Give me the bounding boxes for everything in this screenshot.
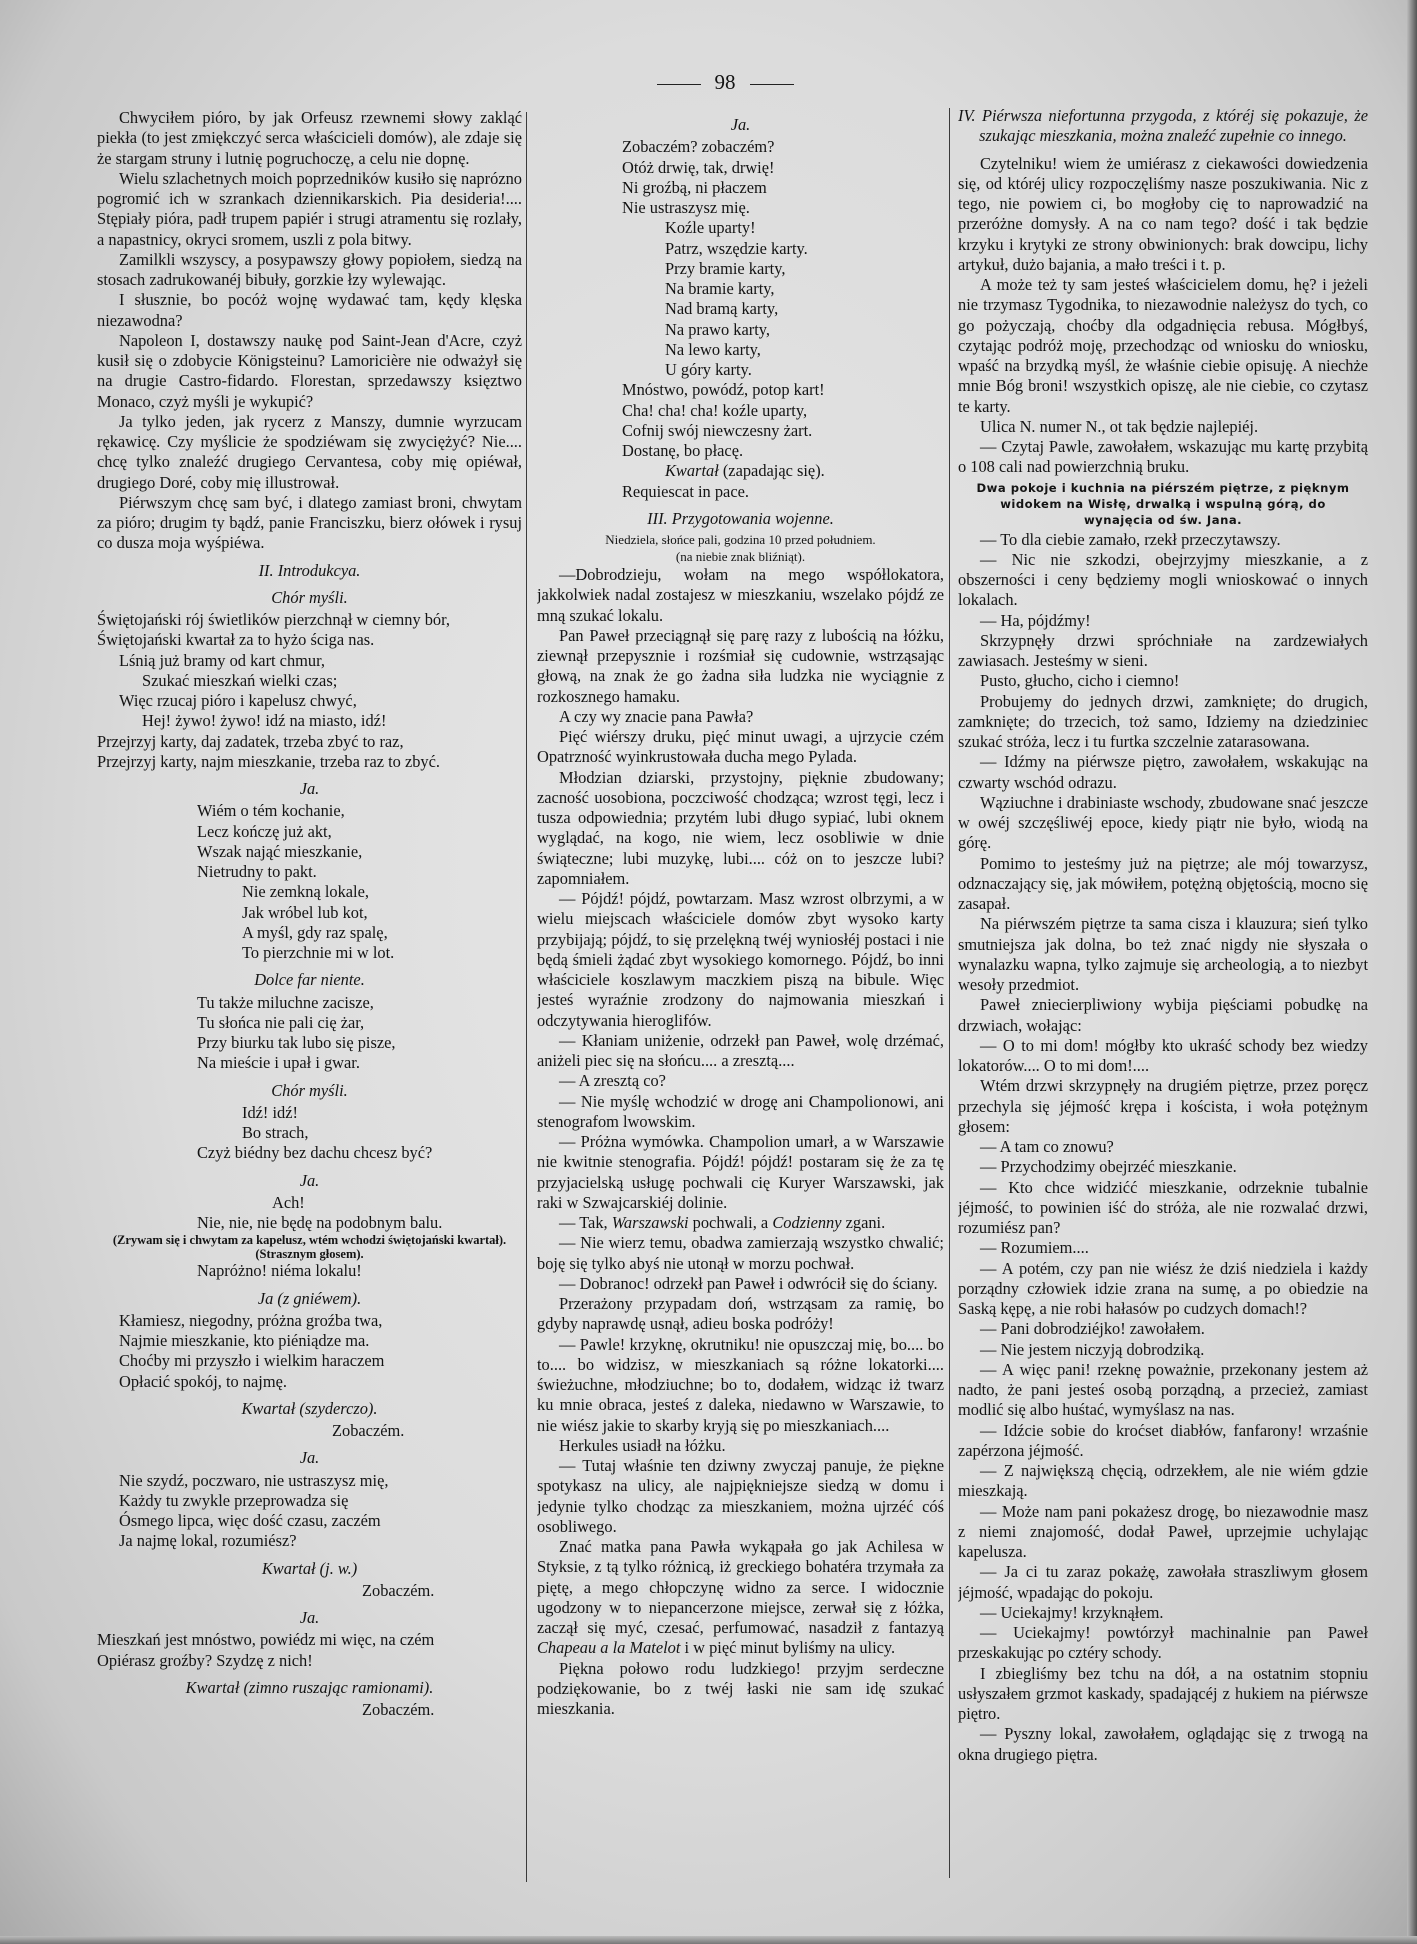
paragraph: — Czytaj Pawle, zawołałem, wskazując mu kartę przybitą o 108 cali nad powierzchnią bruku. bbox=[958, 437, 1368, 477]
verse-line: Tu także miluchne zacisze, bbox=[197, 992, 374, 1012]
paragraph: Napoleon I, dostawszy naukę pod Saint-Jean d'Acre, czyż kusił się o zdobycie Königsteinu? Lamoricière nie odważył się na drugie Castro-fidardo. Florestan, sprzedawszy księztwo Monaco, czyż myśli je wykupić? bbox=[97, 330, 522, 411]
paragraph: — Dobranoc! odrzekł pan Paweł i odwrócił się do ściany. bbox=[559, 1273, 938, 1293]
verse-line bbox=[537, 461, 944, 481]
paragraph: Pan Paweł przeciągnął się parę razy z lubością na łóżku, ziewnął przepysznie i rozśmiał się cudownie, wstrząsając głową, na znak że go żadna siła ludzka nie wyciągnie z rozkosznego hamaku. bbox=[537, 625, 944, 706]
section-heading: Ja. bbox=[299, 779, 320, 798]
section-heading bbox=[97, 1399, 522, 1419]
section-heading bbox=[97, 1678, 522, 1698]
paragraph: Czytelniku! wiem że umiérasz z ciekawości dowiedzenia się, od któréj ulicy rozpoczęliśmy nasze poszukiwania. Nic z tego, nie powiem ci, bo mogłoby cię to naprowadzić na przeróżne domysły. A na co nam tego? dość i tak będzie krzyku i krytyki ze strony obwinionych: brak dowcipu, lichy artykuł, dużo bajania, a mało treści i t. p. bbox=[958, 153, 1368, 274]
paragraph: — Nie wierz temu, obadwa zamierzają wszystko chwalić; boję się tylko abyś nie utonął w morzu pochwał. bbox=[537, 1233, 944, 1273]
verse-line: Nie zemkną lokale, bbox=[242, 882, 369, 902]
paragraph: — Kto chce widzićć mieszkanie, odrzeknie tubalnie jéjmość, to powinien iść do stróża, ale nie rozwalać drzwi, rozumiész pan? bbox=[958, 1177, 1368, 1237]
verse-line: Zobaczém? zobaczém? bbox=[622, 137, 775, 157]
italic-text: Ja bbox=[257, 1288, 274, 1308]
verse-line: Nad bramą karty, bbox=[665, 299, 779, 319]
italic-text: Kwartał bbox=[241, 1398, 296, 1418]
scan-edge-bottom bbox=[0, 1936, 1417, 1944]
paragraph: A czy wy znacie pana Pawła? bbox=[559, 706, 754, 726]
paragraph: Herkules usiadł na łóżku. bbox=[559, 1435, 726, 1455]
stage-direction: (Strasznym głosem). bbox=[255, 1247, 364, 1262]
paragraph: — Rozumiem.... bbox=[980, 1238, 1089, 1258]
paragraph: Zamilkli wszyscy, a posypawszy głowy popiołem, siedzą na stosach zadrukowanéj bibuły, gorzkie łzy wylewając. bbox=[97, 249, 522, 289]
paragraph: — Pyszny lokal, zawołałem, oglądając się z trwogą na okna drugiego piętra. bbox=[958, 1724, 1368, 1764]
chapter-heading: IV. Piérwsza niefortunna przygoda, z któréj się pokazuje, że szukając mieszkania, można znaleźć zupełnie co innego. bbox=[958, 106, 1368, 146]
paragraph: — Próżna wymówka. Champolion umarł, a w Warszawie nie kwitnie stenografia. Pójdź! pójdź! postaram się że za tę przyjacielską usługę pochwali cię Kuryer Warszawski, jak raki w Szwajcarskiéj dolinie. bbox=[537, 1132, 944, 1212]
paragraph bbox=[537, 1537, 944, 1659]
verse-line: Idź! idź! bbox=[242, 1102, 298, 1122]
page-number-value: 98 bbox=[714, 70, 736, 94]
verse-line: Zobaczém. bbox=[362, 1580, 435, 1600]
section-heading: III. Przygotowania wojenne. bbox=[647, 508, 834, 528]
verse-line: Zobaczém. bbox=[362, 1700, 435, 1719]
italic-text: Kwartał bbox=[261, 1558, 316, 1578]
paragraph: I słusznie, bo pocóż wojnę wydawać tam, kędy klęska niezawodna? bbox=[97, 290, 522, 330]
paragraph: — Tutaj właśnie ten dziwny zwyczaj panuje, że piękne spotykasz na ulicy, ale najpiękniejsze siedzą w domu i jedynie tylko chodząc za mieszkaniem, można ujrzéć cóś osobliwego. bbox=[537, 1456, 944, 1536]
verse-line: Kłamiesz, niegodny, próżna groźba twa, bbox=[119, 1310, 383, 1330]
verse-line: Lśnią już bramy od kart chmur, bbox=[119, 650, 325, 670]
verse-line: Świętojański rój świetlików pierzchnął w ciemny bór, bbox=[97, 610, 451, 629]
section-heading bbox=[97, 1559, 522, 1579]
verse-line: Mnóstwo, powódź, potop kart! bbox=[622, 380, 825, 400]
verse-line: Bo strach, bbox=[242, 1123, 309, 1142]
paragraph: — Ja ci tu zaraz pokażę, zawołała straszliwym głosem jéjmość, wpadając do pokoju. bbox=[958, 1562, 1368, 1602]
verse-line: To pierzchnie mi w lot. bbox=[242, 943, 395, 962]
verse-line: Patrz, wszędzie karty. bbox=[665, 238, 808, 258]
verse-line: Przejrzyj karty, daj zadatek, trzeba zbyć to raz, bbox=[97, 731, 404, 751]
verse-line: Czyż biédny bez dachu chcesz być? bbox=[197, 1143, 433, 1163]
paragraph: — To dla ciebie zamało, rzekł przeczytawszy. bbox=[980, 529, 1281, 549]
verse-line: Opiérasz groźby? Szydzę z nich! bbox=[97, 1650, 313, 1670]
stage-direction: (Zrywam się i chwytam za kapelusz, wtém wchodzi świętojański kwartał). bbox=[112, 1233, 507, 1248]
italic-text: Kwartał bbox=[185, 1677, 240, 1697]
verse-line: Mieszkań jest mnóstwo, powiédz mi więc, na czém bbox=[97, 1630, 435, 1650]
verse-line: Nie, nie, nie będę na podobnym balu. bbox=[197, 1213, 443, 1232]
paragraph: Chwyciłem pióro, by jak Orfeusz rzewnemi słowy zakląć piekła (to jest zmiękczyć serca właścicieli domów), ale zdaje się że stargam struny i lutnię pogruchoczę, a celu nie dopnę. bbox=[97, 108, 522, 168]
verse-line: Koźle uparty! bbox=[665, 218, 756, 238]
verse-line: Ni groźbą, ni płaczem bbox=[622, 177, 767, 197]
verse-line: Szukać mieszkań wielki czas; bbox=[142, 670, 338, 690]
paragraph: Skrzypnęły drzwi spróchniałe na zardzewiałych zawiasach. Jesteśmy w sieni. bbox=[958, 630, 1368, 670]
text: pochwali, a bbox=[688, 1213, 773, 1232]
verse-line: Przejrzyj karty, najm mieszkanie, trzeba raz to zbyć. bbox=[97, 751, 440, 771]
paragraph: Pięć wiérszy druku, pięć minut uwagi, a ujrzycie czém Opatrzność wyinkrustowała ducha mego Pylada. bbox=[537, 727, 944, 767]
paragraph: — Pawle! krzyknę, okrutniku! nie opuszczaj mię, bo.... bo to.... bo widzisz, w mieszkaniach są różne lokatorki.... świeżuchne, młodziuchne; bo to, dodałem, widząc iż twarz ku mnie obraca, jesteś z daleka, niedawno w Warszawie, to nie wiész jakie to skarby kryją się po mieszkaniach.... bbox=[537, 1334, 944, 1435]
italic-text: Warszawski bbox=[611, 1213, 689, 1232]
section-heading: Chór myśli. bbox=[271, 587, 348, 607]
section-heading: Chór myśli. bbox=[271, 1080, 348, 1100]
paragraph: — Pójdź! pójdź, powtarzam. Masz wzrost olbrzymi, a w wielu miejscach właściciele domów zbyt wysoko karty przybijają; pójdź, to się przelękną twéj wyniosłéj postaci i nie będą śmieli żądać zbyt wysokiego komornego. Pójdź, bo inni właściciele koszlawym maczkiem piszą na bibule. Więc jesteś wyraźnie zrodzony do najmowania mieszkań i odczytywania hieroglifów. bbox=[537, 889, 944, 1030]
paragraph: — Idźmy na piérwsze piętro, zawołałem, wskakując na czwarty wschód odrazu. bbox=[958, 752, 1368, 792]
paragraph: — O to mi dom! mógłby kto ukraść schody bez wiedzy lokatorów.... O to mi dom!.... bbox=[958, 1035, 1368, 1075]
section-heading: Ja. bbox=[299, 1608, 320, 1627]
verse-line: A myśl, gdy raz spalę, bbox=[242, 922, 388, 942]
verse-line: Requiescat in pace. bbox=[622, 481, 749, 501]
paragraph: Przerażony przypadam doń, wstrząsam za ramię, bo gdyby naprawdę usnął, adieu boska podróży! bbox=[537, 1294, 944, 1334]
paragraph: — Z największą chęcią, odrzekłem, ale nie wiém gdzie mieszkają. bbox=[958, 1461, 1368, 1501]
section-heading: Ja. bbox=[299, 1170, 320, 1190]
paragraph: Pomimo to jesteśmy już na piętrze; ale mój towarzysz, odznaczający się, jak mówiłem, potężną objętością, mocno się zasapał. bbox=[958, 853, 1368, 913]
paragraph: Ja tylko jeden, jak rycerz z Manszy, dumnie wyrzucam rękawicę. Czy myślicie że spodziéwam się zwyciężyć? Nie.... chcę tylko znaleźć drugiego Cervantesa, coby mię opiéwał, drugiego Doré, coby mię illustrował. bbox=[97, 411, 522, 492]
paragraph: — Uciekajmy! krzyknąłem. bbox=[980, 1602, 1164, 1622]
verse-line: Tu słońca nie pali cię żar, bbox=[197, 1012, 365, 1032]
rental-notice: Dwa pokoje i kuchnia na piérszém piętrze, z pięknym widokem na Wisłę, drwalką i wspulną górą, do wynajęcia od św. Jana. bbox=[976, 480, 1350, 527]
text: — Tak, bbox=[559, 1213, 612, 1232]
section-heading: Ja. bbox=[730, 115, 751, 134]
column-rule-1 bbox=[526, 112, 527, 1882]
paragraph: Wąziuchne i drabiniaste wschody, zbudowane snać jeszcze w owéj szczęśliwéj epoce, kiedy piątr nie było, wiodą na górę. bbox=[958, 792, 1368, 853]
text: zgani. bbox=[841, 1213, 886, 1232]
text: (zapadając się). bbox=[718, 461, 825, 481]
paragraph: Ulica N. numer N., ot tak będzie najlepiéj. bbox=[980, 416, 1259, 436]
verse-line: Napróżno! niéma lokalu! bbox=[197, 1261, 362, 1281]
text: (z gniéwem). bbox=[273, 1288, 362, 1308]
paragraph: Probujemy do jednych drzwi, zamknięte; do drugich, zamknięte; do trzecich, toż samo, Idziemy na dziedziniec szukać stróża, lecz i tu furtka szczelnie zatarasowana. bbox=[958, 691, 1368, 751]
paragraph bbox=[537, 1213, 944, 1233]
verse-line: Każdy tu zwykle przeprowadza się bbox=[119, 1490, 349, 1510]
section-heading bbox=[97, 1289, 522, 1309]
paragraph: Młodzian dziarski, przystojny, pięknie zbudowany; zacność uosobiona, poczciwość chodząca; wzrost tęgi, lecz i tusza odpowiednia; przytém lubi długo sypiać, lubi oknem wyglądać, na kogo, nie wiem, lecz osobliwie w dnie świąteczne; lubi muzykę, lubi.... cóż on to jeszcze lubi? zapomniałem. bbox=[537, 767, 944, 888]
paragraph: — Idźcie sobie do kroćset diabłów, fanfarony! wrzaśnie zapérzona jéjmość. bbox=[958, 1420, 1368, 1460]
paragraph: — A potém, czy pan nie wiész że dziś niedziela i każdy porządny człowiek idzie zrana na sumę, a po obiedzie na Saską kępę, a nie robi hałasów po cudzych domach!? bbox=[958, 1258, 1368, 1318]
verse-line: Na prawo karty, bbox=[665, 319, 770, 339]
verse-line: Cha! cha! cha! koźle uparty, bbox=[622, 400, 808, 420]
paragraph: — A zresztą co? bbox=[559, 1071, 666, 1091]
paragraph: Na piérwszém piętrze ta sama cisza i klauzura; sień tylko smutniejsza jak dolna, bo też znać nigdy nie słyszała o wynalazku wapna, tylko zajmuje się archeologią, a to niezbyt wesoły przedmiot. bbox=[958, 914, 1368, 994]
paragraph: Paweł zniecierpliwiony wybija pięściami pobudkę na drzwiach, wołając: bbox=[958, 995, 1368, 1035]
verse-line: Najmie mieszkanie, kto piéniądze ma. bbox=[119, 1331, 370, 1350]
verse-line: Ja najmę lokal, rozumiész? bbox=[119, 1531, 297, 1551]
column-rule-2 bbox=[949, 108, 950, 1878]
italic-text: Chapeau a la Matelot bbox=[537, 1638, 681, 1658]
verse-line: Przy biurku tak lubo się pisze, bbox=[197, 1033, 396, 1052]
verse-line: Choćby mi przyszło i wielkim haraczem bbox=[119, 1351, 385, 1371]
paragraph: — Przychodzimy obejrzéć mieszkanie. bbox=[980, 1157, 1237, 1177]
verse-line: Na mieście i upał i gwar. bbox=[197, 1053, 360, 1073]
verse-line: Opłacić spokój, to najmę. bbox=[119, 1371, 287, 1391]
paragraph: — Pani dobrodziéjko! zawołałem. bbox=[980, 1319, 1205, 1339]
verse-line: Cofnij swój niewczesny żart. bbox=[622, 420, 813, 440]
paragraph: — Nie jestem niczyją dobrodziką. bbox=[980, 1339, 1205, 1359]
section-heading: Ja. bbox=[299, 1448, 320, 1468]
paragraph: — Kłaniam uniżenie, odrzekł pan Paweł, wolę drzémać, aniżeli piec się na słońcu.... a zresztą.... bbox=[537, 1030, 944, 1070]
column-3 bbox=[958, 106, 1368, 1886]
verse-line: Nie ustraszysz mię. bbox=[622, 198, 750, 217]
text: (zimno ruszając ramionami). bbox=[239, 1677, 434, 1697]
paragraph: — Uciekajmy! powtórzył machinalnie pan Paweł przeskakując po cztéry schody. bbox=[958, 1623, 1368, 1663]
text: Znać matka pana Pawła wykąpała go jak Achilesa w Styksie, z tą tylko różnicą, iż greckiego bohatéra trzymała za piętę, a mego chłopczynę widno za serce. I widocznie ugodzony w to niepancerzone miejsce, zerwał się z łóżka, zaczął się myć, czesać, perfumować, nasadził z fantazyą bbox=[537, 1537, 944, 1637]
verse-line: Lecz kończę już akt, bbox=[197, 821, 332, 841]
text: i w pięć minut byliśmy na ulicy. bbox=[680, 1638, 896, 1658]
verse-line: Na bramie karty, bbox=[665, 279, 775, 298]
paragraph: — Nie myślę wchodzić w drogę ani Champolionowi, ani stenografom lwowskim. bbox=[537, 1091, 944, 1131]
verse-line: Otóż drwię, tak, drwię! bbox=[622, 157, 775, 177]
verse-line: Nie szydź, poczwaro, nie ustraszysz mię, bbox=[119, 1470, 389, 1490]
paragraph: Pusto, głucho, cicho i ciemno! bbox=[980, 671, 1180, 691]
page-number-dash-right bbox=[750, 84, 794, 85]
paragraph: Piérwszym chcę sam być, i dlatego zamiast broni, chwytam za pióro; drugim ty bądź, panie Franciszku, bierz ołówek i rysuj co dusza moja wyśpiéwa. bbox=[97, 492, 522, 553]
italic-text: Codzienny bbox=[772, 1213, 842, 1232]
section-heading: Dolce far niente. bbox=[254, 970, 365, 990]
text: (szyderczo). bbox=[295, 1398, 378, 1418]
verse-line: Ach! bbox=[272, 1192, 305, 1212]
verse-line: Dostanę, bo płacę. bbox=[622, 441, 744, 460]
verse-line: Przy bramie karty, bbox=[665, 258, 786, 278]
page-number-dash-left bbox=[657, 84, 701, 85]
paragraph: — Ha, pójdźmy! bbox=[980, 610, 1091, 630]
italic-text: Kwartał bbox=[665, 461, 719, 481]
paragraph: Wtém drzwi skrzypnęły na drugiém piętrze, przez poręcz przechyla się jéjmość krępa i koścista, i woła potężnym głosem: bbox=[958, 1076, 1368, 1136]
stage-direction: (na niebie znak bliźniąt). bbox=[675, 549, 806, 564]
paragraph: I zbiegliśmy bez tchu na dół, a na ostatnim stopniu usłyszałem grzmot kaskady, spadającéj z hukiem na piérwsze piętro. bbox=[958, 1663, 1368, 1723]
verse-line: Nietrudny to pakt. bbox=[197, 862, 317, 881]
paragraph: — A tam co znowu? bbox=[980, 1137, 1114, 1156]
page-number bbox=[640, 70, 810, 95]
paragraph: Wielu szlachetnych moich poprzedników kusiło się naprózno pogromić ich w szrankach dziennikarskich. Pia desideria!.... Stępiały pióra, padł trupem papiér i strugi atramentu się rozlały, a napastnicy, okryci sromem, uszli z pola bitwy. bbox=[97, 168, 522, 249]
paragraph: —Dobrodzieju, wołam na mego współlokatora, jakkolwiek nadal zostajesz w mieszkaniu, wszelako pójdź ze mną szukać lokalu. bbox=[537, 565, 944, 625]
verse-line: Ósmego lipca, więc dość czasu, zaczém bbox=[119, 1511, 381, 1530]
paragraph: — Może nam pani pokażesz drogę, bo niezawodnie masz z niemi znajomość, dodał Paweł, uprzejmie uchylając kapelusza. bbox=[958, 1501, 1368, 1561]
verse-line: Zobaczém. bbox=[332, 1421, 405, 1440]
paragraph: — A więc pani! rzeknę poważnie, przekonany jestem aż nadto, że pani jesteś osobą porządną, a przecież, zamiast modlić się albo huśtać, wymyślasz na nas. bbox=[958, 1359, 1368, 1420]
column-2 bbox=[537, 108, 944, 1888]
paragraph: Piękna połowo rodu ludzkiego! przyjm serdeczne podziękowanie, bo z twéj łaski nie sam idę szukać mieszkania. bbox=[537, 1658, 944, 1718]
column-1 bbox=[97, 108, 522, 1888]
paragraph: A może też ty sam jesteś właścicielem domu, hę? i jeżeli nie trzymasz Tygodnika, to niezawodnie należysz do tych, co go pożyczają, choćby dla odgadnięcia rebusa. Mógłbyś, czytając podróż moję, przechodząc od wniosku do wniosku, wpaść na brzydką myśl, że właśnie ciebie opisuję. A niechże mnie Bóg broni! wszystkich opiszę, ale nie ciebie, co czytasz te karty. bbox=[958, 275, 1368, 416]
verse-line: Hej! żywo! żywo! idź na miasto, idź! bbox=[142, 711, 387, 731]
verse-line: Wiém o tém kochanie, bbox=[197, 801, 345, 821]
verse-line: Wszak nająć mieszkanie, bbox=[197, 841, 363, 861]
verse-line: Świętojański kwartał za to hyżo ściga nas. bbox=[97, 630, 375, 650]
verse-line: Na lewo karty, bbox=[665, 339, 761, 359]
paragraph: — Nic nie szkodzi, obejrzyjmy mieszkanie, a z obszerności i ceny będziemy mogli wnioskować o innych lokalach. bbox=[958, 549, 1368, 610]
verse-line: Więc rzucaj pióro i kapelusz chwyć, bbox=[119, 691, 357, 710]
stage-direction: Niedziela, słońce pali, godzina 10 przed południem. bbox=[605, 532, 876, 547]
section-heading: II. Introdukcya. bbox=[258, 560, 361, 580]
scan-edge-right bbox=[1407, 0, 1417, 1944]
verse-line: U góry karty. bbox=[665, 360, 752, 379]
text: (j. w.) bbox=[315, 1558, 358, 1578]
verse-line: Jak wróbel lub kot, bbox=[242, 902, 368, 922]
